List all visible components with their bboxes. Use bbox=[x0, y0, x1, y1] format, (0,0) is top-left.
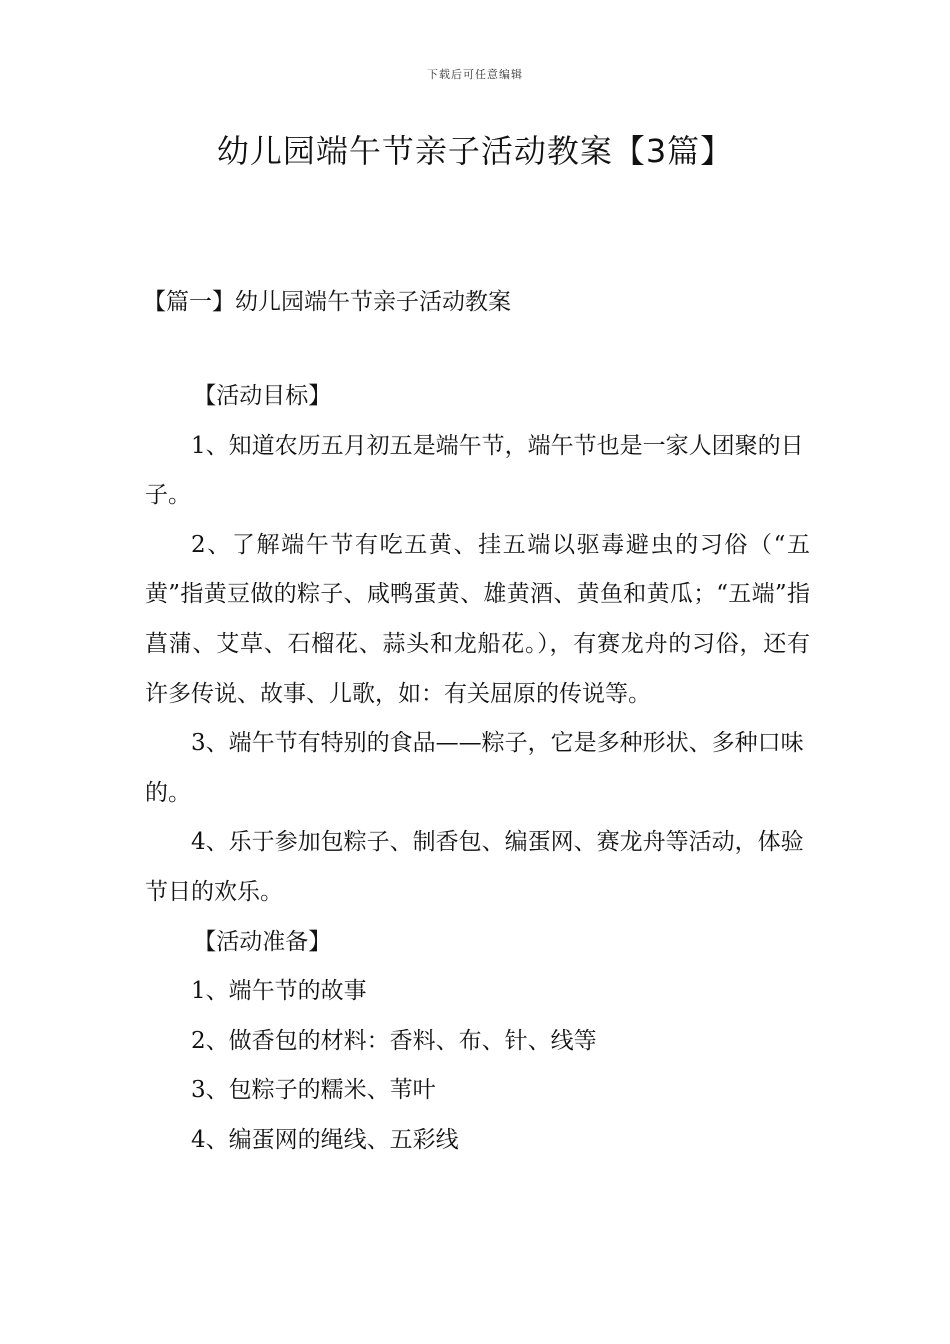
goal-item-2: 2、了解端午节有吃五黄、挂五端以驱毒避虫的习俗（“五黄”指黄豆做的粽子、咸鸭蛋黄、雄黄酒、黄鱼和黄瓜；“五端”指菖蒲、艾草、石榴花、蒜头和龙船花。），有赛龙舟的习俗，还有许多传说、故事、儿歌，如：有关屈原的传说等。 bbox=[145, 531, 810, 707]
preparation-item-1: 1、端午节的故事 bbox=[191, 978, 367, 1005]
document-title: 幼儿园端午节亲子活动教案【3篇】 bbox=[216, 132, 734, 170]
section-heading: 【篇一】幼儿园端午节亲子活动教案 bbox=[143, 289, 511, 315]
preparation-heading: 【活动准备】 bbox=[193, 928, 332, 955]
preparation-item-3: 3、包粽子的糯米、苇叶 bbox=[191, 1077, 436, 1104]
preparation-item-4: 4、编蛋网的绳线、五彩线 bbox=[191, 1126, 459, 1153]
goal-item-4: 4、乐于参加包粽子、制香包、编蛋网、赛龙舟等活动，体验节日的欢乐。 bbox=[145, 829, 804, 905]
goals-heading: 【活动目标】 bbox=[193, 383, 332, 409]
document-body bbox=[145, 372, 810, 1166]
goal-item-3: 3、端午节有特别的食品——粽子，它是多种形状、多种口味的。 bbox=[145, 730, 804, 806]
download-note: 下载后可任意编辑 bbox=[427, 68, 523, 81]
goal-item-1: 1、知道农历五月初五是端午节，端午节也是一家人团聚的日子。 bbox=[145, 432, 804, 509]
preparation-item-2: 2、做香包的材料：香料、布、针、线等 bbox=[191, 1027, 597, 1054]
